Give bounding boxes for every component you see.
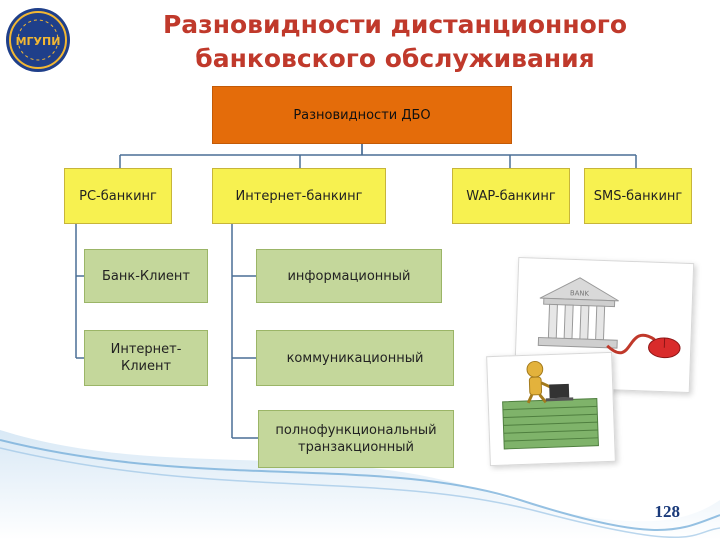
- money-illustration: [486, 352, 616, 466]
- sms-banking-box: [584, 168, 692, 224]
- communication-label: коммуникационный: [286, 350, 424, 366]
- transactional-box: [258, 410, 454, 468]
- transactional-label: полнофункциональный транзакционный: [275, 423, 437, 455]
- root-box: [212, 86, 512, 144]
- bank-client-box: [84, 249, 208, 303]
- informational-label: информационный: [287, 268, 411, 284]
- pc-banking-box: [64, 168, 172, 224]
- communication-box: [256, 330, 454, 386]
- pc-banking-label: PC-банкинг: [79, 188, 157, 204]
- slide-title: Разновидности дистанционного банковского обслуживания: [162, 10, 627, 73]
- wap-banking-label: WAP-банкинг: [466, 188, 556, 204]
- internet-banking-box: [212, 168, 386, 224]
- page-number: 128: [654, 502, 680, 521]
- wap-banking-box: [452, 168, 570, 224]
- university-logo: [4, 6, 72, 74]
- internet-banking-label: Интернет-банкинг: [235, 188, 363, 204]
- internet-client-box: [84, 330, 208, 386]
- sms-banking-label: SMS-банкинг: [593, 188, 683, 204]
- bank-client-label: Банк-Клиент: [102, 268, 190, 284]
- svg-text:BANK: BANK: [569, 289, 590, 298]
- informational-box: [256, 249, 442, 303]
- internet-client-label: Интернет- Клиент: [110, 342, 182, 374]
- logo-text: МГУПИ: [15, 35, 61, 48]
- root-label: Разновидности ДБО: [293, 107, 431, 123]
